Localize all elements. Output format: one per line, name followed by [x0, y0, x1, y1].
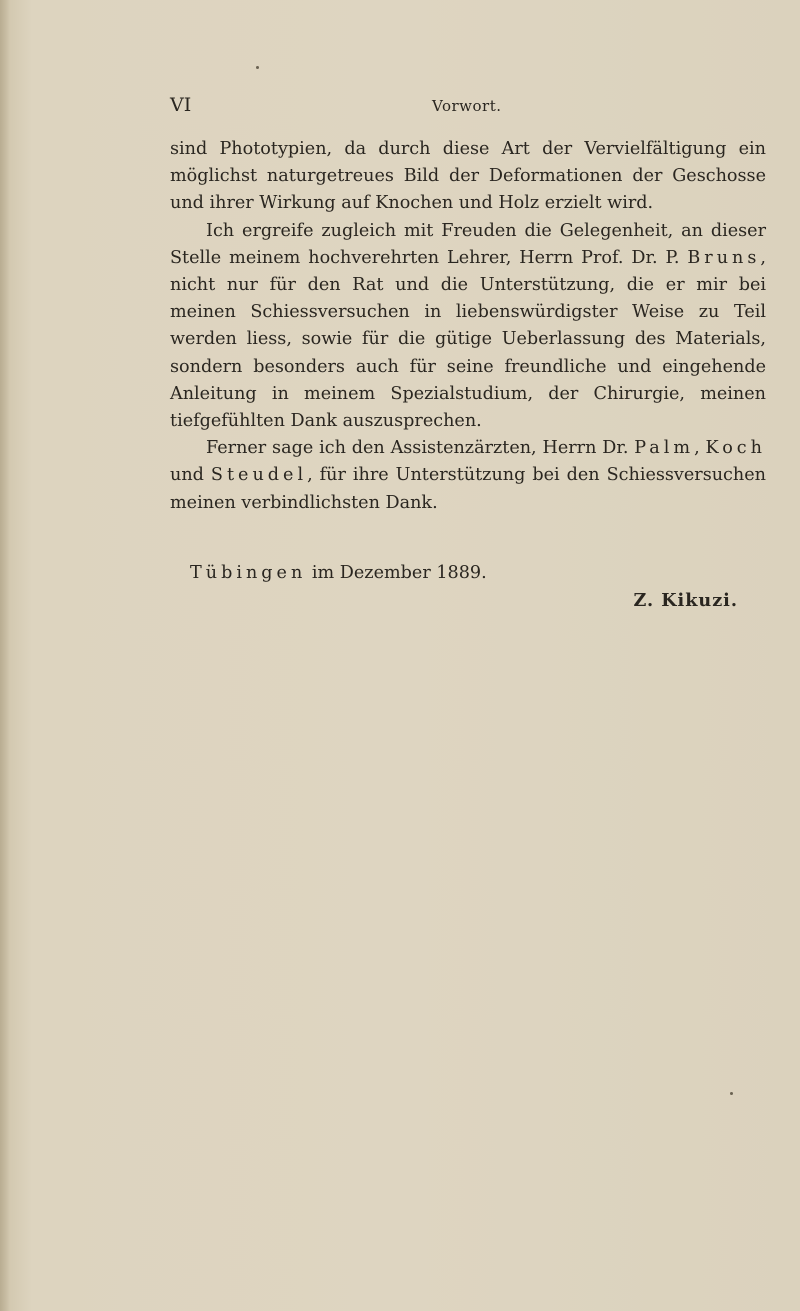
paragraph-2-text-a: Ich ergreife zugleich mit Freuden die Gelegenheit, an dieser Stelle meinem hochverehrten Lehrer, Herrn Prof. Dr. P.: [170, 220, 766, 268]
paper-speck: [256, 66, 259, 69]
name-steudel: Steudel: [210, 465, 308, 486]
paragraph-3-text-a: Ferner sage ich den Assistenzärzten, Herrn Dr.: [206, 438, 635, 459]
paragraph-2-text-b: , nicht nur für den Rat und die Unterstützung, die er mir bei meinen Schiessversuchen in liebenswürdigster Weise zu Teil werden liess, sowie für die gütige Ueberlassung des Materials, sondern besonders auch für seine freundliche und eingehende Anleitung in meinem Spezialstudium, der Chirurgie, meinen tiefgefühlten Dank auszusprechen.: [170, 247, 766, 432]
page-number: VI: [170, 94, 192, 116]
paragraph-1: [170, 136, 766, 218]
name-koch: Koch: [705, 438, 766, 459]
paragraph-3-separator: ,: [694, 438, 706, 459]
closing-line: [190, 563, 487, 583]
paper-speck: [730, 1092, 733, 1095]
paragraph-3-and: und: [170, 465, 211, 486]
running-title: Vorwort.: [432, 97, 502, 115]
paragraph-3-text-b: , für ihre Unterstützung bei den Schiessversuchen meinen verbindlichsten Dank.: [170, 465, 766, 513]
author-signature: Z. Kikuzi.: [633, 590, 738, 611]
closing-date: im Dezember 1889.: [306, 563, 487, 583]
place-name: Tübingen: [190, 563, 307, 583]
paragraph-3: [170, 435, 766, 517]
body-text: [170, 136, 766, 517]
name-palm: Palm: [634, 438, 695, 459]
paragraph-1-text: sind Phototypien, da durch diese Art der Vervielfältigung ein möglichst naturgetreues Bild der Deformationen der Geschosse und ihrer Wirkung auf Knochen und Holz erzielt wird.: [170, 139, 766, 214]
name-bruns: Bruns: [687, 247, 761, 268]
running-head: [170, 94, 766, 124]
paragraph-2: [170, 218, 766, 436]
